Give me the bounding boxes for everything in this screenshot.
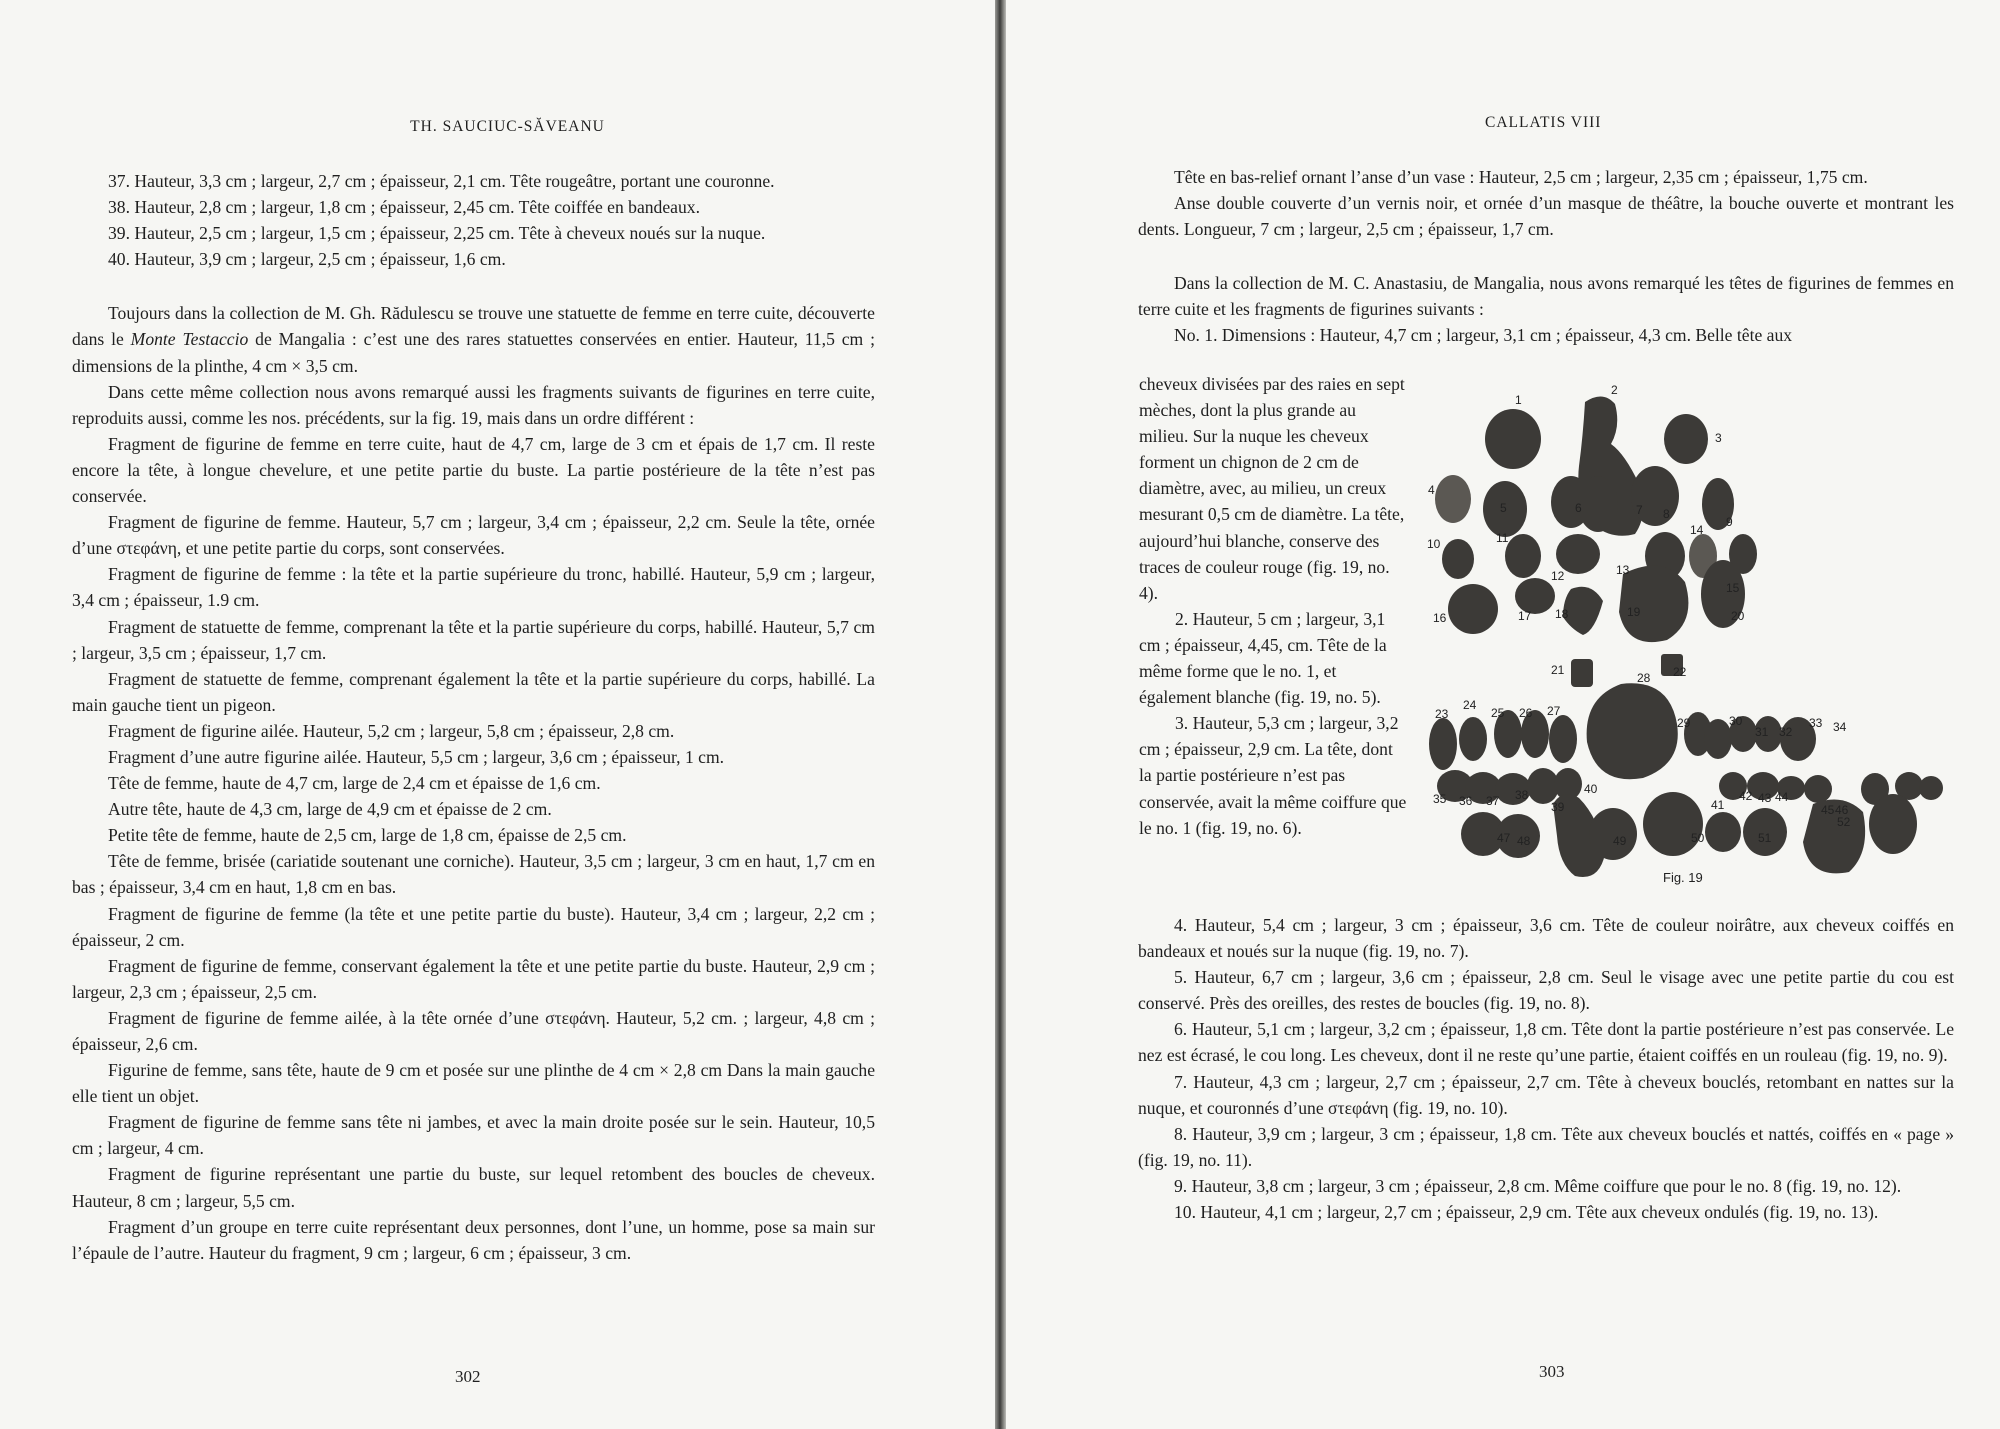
- paragraph: 9. Hauteur, 3,8 cm ; largeur, 3 cm ; épaisseur, 2,8 cm. Même coiffure que pour le no. 8 (fig. 19, no. 12).: [1174, 1175, 1902, 1196]
- svg-text:48: 48: [1517, 834, 1531, 848]
- svg-text:19: 19: [1627, 605, 1641, 619]
- paragraph: Fragment de figurine de femme sans tête ni jambes, et avec la main droite posée sur le sein. Hauteur, 10,5 cm ; largeur, 4 cm.: [72, 1112, 875, 1159]
- paragraph: Fragment de figurine de femme. Hauteur, 5,7 cm ; largeur, 3,4 cm ; épaisseur, 2,2 cm. Seule la tête, ornée d’une στεφάνη, et une petite partie du corps, sont conservées.: [72, 512, 875, 559]
- svg-text:42: 42: [1739, 789, 1753, 803]
- paragraph: Fragment de statuette de femme, comprenant également la tête et la partie supérieure du corps, habillé. La main gauche tient un pigeon.: [72, 668, 875, 715]
- svg-text:28: 28: [1637, 671, 1651, 685]
- page-number: 303: [1539, 1362, 1565, 1381]
- paragraph: Fragment de statuette de femme, comprenant la tête et la partie supérieure du corps, habillé. Hauteur, 5,7 cm ; largeur, 3,5 cm ; épaisseur, 1,7 cm.: [72, 616, 875, 663]
- paragraph: Fragment de figurine de femme, conservant également la tête et une petite partie du buste. Hauteur, 2,9 cm ; largeur, 2,3 cm ; épaisseur, 2,5 cm.: [72, 955, 875, 1002]
- paragraph: Petite tête de femme, haute de 2,5 cm, large de 1,8 cm, épaisse de 2,5 cm.: [108, 825, 627, 846]
- svg-text:43: 43: [1758, 791, 1772, 805]
- svg-text:30: 30: [1729, 714, 1743, 728]
- figure-19: [1423, 384, 1949, 889]
- paragraph: 2. Hauteur, 5 cm ; largeur, 3,1 cm ; épaisseur, 4,45, cm. Tête de la même forme que le no. 1, et également blanche (fig. 19, no. 5).: [1139, 608, 1387, 708]
- svg-text:34: 34: [1833, 720, 1847, 734]
- svg-text:5: 5: [1500, 501, 1507, 515]
- svg-text:38: 38: [1515, 788, 1529, 802]
- paragraph: Dans cette même collection nous avons remarqué aussi les fragments suivants de figurines en terre cuite, reproduits aussi, comme les nos. précédents, sur la fig. 19, mais dans un ordre différent :: [72, 381, 875, 428]
- figure-caption: Fig. 19: [1663, 870, 1703, 885]
- svg-text:45: 45: [1821, 803, 1835, 817]
- svg-text:10: 10: [1427, 537, 1441, 551]
- svg-text:16: 16: [1433, 611, 1447, 625]
- paragraph: Autre tête, haute de 4,3 cm, large de 4,9 cm et épaisse de 2 cm.: [108, 799, 552, 820]
- svg-text:20: 20: [1731, 609, 1745, 623]
- svg-text:51: 51: [1758, 831, 1772, 845]
- svg-text:31: 31: [1755, 725, 1769, 739]
- right-body-text-top: [1138, 164, 1954, 349]
- svg-text:47: 47: [1497, 831, 1511, 845]
- svg-text:12: 12: [1551, 569, 1565, 583]
- paragraph: 37. Hauteur, 3,3 cm ; largeur, 2,7 cm ; épaisseur, 2,1 cm. Tête rougeâtre, portant une couronne.: [108, 171, 775, 191]
- svg-text:7: 7: [1636, 503, 1643, 517]
- svg-text:14: 14: [1690, 523, 1704, 537]
- paragraph: Figurine de femme, sans tête, haute de 9 cm et posée sur une plinthe de 4 cm × 2,8 cm Dans la main gauche elle tient un objet.: [72, 1060, 875, 1107]
- svg-text:23: 23: [1435, 707, 1449, 721]
- svg-text:1: 1: [1515, 393, 1522, 407]
- paragraph: Tête de femme, brisée (cariatide soutenant une corniche). Hauteur, 3,5 cm ; largeur, 3 cm en haut, 1,7 cm en bas ; épaisseur, 3,4 cm en haut, 1,8 cm en bas.: [72, 851, 875, 898]
- svg-text:3: 3: [1715, 431, 1722, 445]
- svg-text:32: 32: [1779, 725, 1793, 739]
- right-body-text-bottom: [1138, 912, 1954, 1225]
- svg-text:15: 15: [1726, 581, 1740, 595]
- paragraph: 4. Hauteur, 5,4 cm ; largeur, 3 cm ; épaisseur, 3,6 cm. Tête de couleur noirâtre, aux cheveux coiffés en bandeaux et noués sur la nuque (fig. 19, no. 7).: [1138, 915, 1954, 962]
- svg-text:27: 27: [1547, 704, 1561, 718]
- paragraph: cheveux divisées par des raies en sept mèches, dont la plus grande au milieu. Sur la nuque les cheveux forment un chignon de 2 cm de diamètre, avec, au milieu, un creux mesurant 0,5 cm de diamètre. La tête, aujourd’hui blanche, conserve des traces de couleur rouge (fig. 19, no. 4).: [1139, 374, 1405, 603]
- svg-text:52: 52: [1837, 815, 1851, 829]
- svg-text:26: 26: [1519, 706, 1533, 720]
- page-number: 302: [455, 1367, 481, 1386]
- paragraph: Fragment de figurine de femme ailée, à la tête ornée d’une στεφάνη. Hauteur, 5,2 cm. ; largeur, 4,8 cm ; épaisseur, 2,6 cm.: [72, 1007, 875, 1054]
- svg-text:33: 33: [1809, 716, 1823, 730]
- svg-text:36: 36: [1459, 794, 1473, 808]
- running-header: TH. SAUCIUC-SĂVEANU: [410, 118, 605, 135]
- paragraph: Fragment d’une autre figurine ailée. Hauteur, 5,5 cm ; largeur, 3,6 cm ; épaisseur, 1 cm.: [108, 746, 725, 767]
- svg-text:39: 39: [1551, 800, 1565, 814]
- svg-text:46: 46: [1835, 803, 1849, 817]
- svg-text:25: 25: [1491, 706, 1505, 720]
- svg-text:9: 9: [1726, 515, 1733, 529]
- svg-text:21: 21: [1551, 663, 1565, 677]
- paragraph: Anse double couverte d’un vernis noir, et ornée d’un masque de théâtre, la bouche ouverte et montrant les dents. Longueur, 7 cm ; largeur, 2,5 cm ; épaisseur, 1,7 cm.: [1138, 193, 1954, 240]
- italic-text: Monte Testaccio: [130, 329, 249, 350]
- svg-text:40: 40: [1584, 782, 1598, 796]
- svg-text:29: 29: [1677, 716, 1691, 730]
- svg-text:8: 8: [1663, 507, 1670, 521]
- svg-text:6: 6: [1575, 501, 1582, 515]
- svg-text:41: 41: [1711, 798, 1725, 812]
- paragraph: 38. Hauteur, 2,8 cm ; largeur, 1,8 cm ; épaisseur, 2,45 cm. Tête coiffée en bandeaux.: [108, 197, 700, 218]
- svg-text:22: 22: [1673, 665, 1687, 679]
- paragraph: 8. Hauteur, 3,9 cm ; largeur, 3 cm ; épaisseur, 1,8 cm. Tête aux cheveux bouclés et nattés, coiffés en « page » (fig. 19, no. 11).: [1138, 1123, 1954, 1170]
- svg-text:44: 44: [1775, 790, 1789, 804]
- svg-text:35: 35: [1433, 792, 1447, 806]
- book-gutter: [995, 0, 1006, 1429]
- paragraph: Toujours dans la collection de M. Gh. Rădulescu se trouve une statuette de femme en terre cuite, découverte dans le Monte Testaccio de Mangalia : c’est une des rares statuettes conservées en entier. Hauteur, 11,5 cm ; dimensions de la plinthe, 4 cm × 3,5 cm.: [72, 303, 875, 376]
- paragraph: 5. Hauteur, 6,7 cm ; largeur, 3,6 cm ; épaisseur, 2,8 cm. Seul le visage avec une petite partie du cou est conservé. Près des oreilles, des restes de boucles (fig. 19, no. 8).: [1138, 967, 1954, 1014]
- svg-text:2: 2: [1611, 384, 1618, 397]
- svg-text:17: 17: [1518, 609, 1532, 623]
- running-header: CALLATIS VIII: [1485, 114, 1602, 131]
- paragraph: Dans la collection de M. C. Anastasiu, de Mangalia, nous avons remarqué les têtes de figurines de femmes en terre cuite et les fragments de figurines suivants :: [1138, 273, 1954, 320]
- paragraph: 6. Hauteur, 5,1 cm ; largeur, 3,2 cm ; épaisseur, 1,8 cm. Tête dont la partie postérieure n’est pas conservée. Le nez est écrasé, le cou long. Les cheveux, dont il ne reste qu’une partie, étaient coiffés en un rouleau (fig. 19, no. 9).: [1138, 1019, 1954, 1066]
- paragraph: 39. Hauteur, 2,5 cm ; largeur, 1,5 cm ; épaisseur, 2,25 cm. Tête à cheveux noués sur la nuque.: [108, 223, 766, 244]
- paragraph: Fragment de figurine de femme en terre cuite, haut de 4,7 cm, large de 3 cm et épais de 1,7 cm. Il reste encore la tête, à longue chevelure, et une petite partie du buste. La partie postérieure de la tête n’est pas conservée.: [72, 433, 875, 507]
- svg-text:37: 37: [1486, 794, 1500, 808]
- svg-text:4: 4: [1428, 483, 1435, 497]
- paragraph: Fragment de figurine représentant une partie du buste, sur lequel retombent des boucles de cheveux. Hauteur, 8 cm ; largeur, 5,5 cm.: [72, 1164, 875, 1211]
- paragraph: Fragment de figurine de femme : la tête et la partie supérieure du tronc, habillé. Hauteur, 5,9 cm ; largeur, 3,4 cm ; épaisseur, 1.9 cm.: [72, 564, 875, 611]
- svg-text:13: 13: [1616, 563, 1630, 577]
- paragraph: Fragment de figurine ailée. Hauteur, 5,2 cm ; largeur, 5,8 cm ; épaisseur, 2,8 cm.: [108, 720, 675, 741]
- paragraph: 10. Hauteur, 4,1 cm ; largeur, 2,7 cm ; épaisseur, 2,9 cm. Tête aux cheveux ondulés (fig. 19, no. 13).: [1174, 1202, 1879, 1223]
- paragraph: Tête en bas-relief ornant l’anse d’un vase : Hauteur, 2,5 cm ; largeur, 2,35 cm ; épaisseur, 1,75 cm.: [1174, 167, 1868, 187]
- paragraph: 7. Hauteur, 4,3 cm ; largeur, 2,7 cm ; épaisseur, 2,7 cm. Tête à cheveux bouclés, retombant en nattes sur la nuque, et couronnés d’une στεφάνη (fig. 19, no. 10).: [1138, 1071, 1954, 1118]
- paragraph: Fragment d’un groupe en terre cuite représentant deux personnes, dont l’une, un homme, pose sa main sur l’épaule de l’autre. Hauteur du fragment, 9 cm ; largeur, 6 cm ; épaisseur, 3 cm.: [72, 1216, 875, 1263]
- left-body-text: [72, 168, 875, 1266]
- svg-text:49: 49: [1613, 834, 1627, 848]
- paragraph: 3. Hauteur, 5,3 cm ; largeur, 3,2 cm ; épaisseur, 2,9 cm. La tête, dont la partie postérieure n’est pas conservée, avait la même coiffure que le no. 1 (fig. 19, no. 6).: [1139, 713, 1407, 838]
- paragraph: Fragment de figurine de femme (la tête et une petite partie du buste). Hauteur, 3,4 cm ; largeur, 2,2 cm ; épaisseur, 2 cm.: [72, 903, 875, 950]
- terracotta-fragments-photo: [1423, 384, 1949, 889]
- svg-text:50: 50: [1691, 831, 1705, 845]
- right-body-text-beside-figure: [1139, 371, 1407, 841]
- svg-text:11: 11: [1496, 531, 1509, 545]
- paragraph: 40. Hauteur, 3,9 cm ; largeur, 2,5 cm ; épaisseur, 1,6 cm.: [108, 249, 506, 270]
- left-page: [0, 0, 995, 1429]
- svg-text:18: 18: [1555, 607, 1569, 621]
- paragraph: No. 1. Dimensions : Hauteur, 4,7 cm ; largeur, 3,1 cm ; épaisseur, 4,3 cm. Belle tête aux: [1174, 325, 1793, 346]
- paragraph: Tête de femme, haute de 4,7 cm, large de 2,4 cm et épaisse de 1,6 cm.: [108, 773, 601, 794]
- svg-text:24: 24: [1463, 698, 1477, 712]
